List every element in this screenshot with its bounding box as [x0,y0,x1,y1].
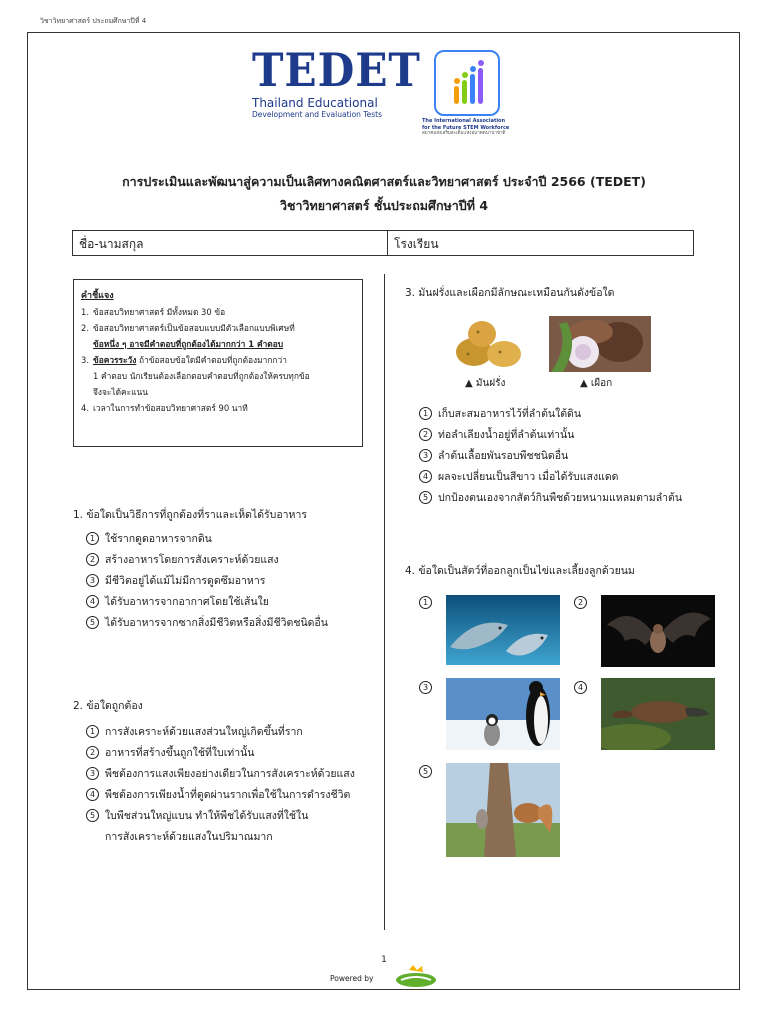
association-mark-icon [434,50,500,116]
question-1-text: 1. ข้อใดเป็นวิธีการที่ถูกต้องที่ราและเห็ดได้รับอาหาร [73,509,307,521]
instruction-text [93,352,310,400]
question-1-option-2[interactable] [86,549,386,570]
tedet-logo [252,43,421,138]
option-text: ได้รับอาหารจากอากาศโดยใช้เส้นใย [105,596,269,608]
question-4-option-4-marker[interactable]: 4 [574,681,587,694]
option-marker: 5 [419,491,432,504]
instruction-emphasis: ข้อควรระวัง [93,355,137,365]
question-3-option-1[interactable] [419,403,739,424]
instruction-text-part: 1 คำตอบ นักเรียนต้องเลือกตอบคำตอบที่ถูกต้องให้ครบทุกข้อ [93,371,310,381]
option-marker: 2 [419,428,432,441]
option-text: การสังเคราะห์ด้วยแสงในปริมาณมาก [105,831,273,843]
running-head: วิชาวิทยาศาสตร์ ประถมศึกษาปีที่ 4 [40,17,147,25]
question-1-option-4[interactable] [86,591,386,612]
question-1-option-5[interactable] [86,612,386,633]
tedet-logo-word: TEDET [252,43,421,97]
option-marker: 2 [86,553,99,566]
question-4-option-3-marker[interactable]: 3 [419,681,432,694]
instruction-number: 3. [81,355,89,365]
dolphin-image [446,595,560,665]
instruction-item [81,320,355,352]
association-name-thai: สมาคมส่งเสริมสะเต็มแห่งอนาคตนานาชาติ [422,131,506,136]
option-marker: 5 [86,616,99,629]
question-3-options [419,403,739,508]
instruction-number: 2. [81,323,89,333]
instruction-text-part: จึงจะได้คะแนน [93,387,149,397]
option-marker: 3 [86,767,99,780]
instruction-item [81,400,355,416]
potato-caption: ▲ มันฝรั่ง [465,378,506,389]
student-info-table [72,230,694,256]
option-marker: 3 [419,449,432,462]
bat-image [601,595,715,667]
option-marker: 5 [86,809,99,822]
option-marker: 2 [86,746,99,759]
instruction-emphasis: ข้อหนึ่ง ๆ อาจมีคำตอบที่ถูกต้องได้มากกว่า 1 คำตอบ [93,339,284,349]
question-1-option-3[interactable] [86,570,386,591]
option-marker: 1 [86,725,99,738]
question-2-option-1[interactable] [86,721,386,742]
instructions-box [73,279,363,447]
potato-image [448,314,528,370]
question-2-option-5[interactable] [86,805,386,826]
instruction-text: เวลาในการทำข้อสอบวิทยาศาสตร์ 90 นาที [93,403,248,413]
option-text: ใช้รากดูดอาหารจากดิน [105,533,212,545]
association-name [422,118,522,138]
association-name-line1: The International Association [422,118,506,124]
question-3-option-4[interactable] [419,466,739,487]
penguin-image [446,678,560,750]
association-name-line2: for the Future STEM Workforce [422,124,510,131]
question-3-option-5[interactable] [419,487,739,508]
option-text: ท่อลำเลียงน้ำอยู่ที่ลำต้นเท่านั้น [438,429,575,441]
question-2-text: 2. ข้อใดถูกต้อง [73,700,143,712]
instruction-text-part: ถ้าข้อสอบข้อใดมีคำตอบที่ถูกต้องมากกว่า [136,355,287,365]
option-marker: 4 [86,788,99,801]
instructions-title: คำชี้แจง [81,291,114,301]
taro-caption: ▲ เผือก [580,378,613,389]
platypus-image [601,678,715,750]
option-text: ผลจะเปลี่ยนเป็นสีขาว เมื่อได้รับแสงแดด [438,471,619,483]
option-text: สร้างอาหารโดยการสังเคราะห์ด้วยแสง [105,554,279,566]
instruction-text-part: ข้อสอบวิทยาศาสตร์เป็นข้อสอบแบบมีตัวเลือกแบบพิเศษที่ [93,323,295,333]
option-text: ใบพืชส่วนใหญ่แบน ทำให้พืชได้รับแสงที่ใช้ใน [105,810,309,822]
taro-image [549,316,651,372]
option-text: พืชต้องการแสงเพียงอย่างเดียวในการสังเคราะห์ด้วยแสง [105,768,355,780]
edupark-logo [395,964,437,988]
option-text: พืชต้องการเพียงน้ำที่ดูดผ่านรากเพื่อใช้ในการดำรงชีวิต [105,789,351,801]
question-4-option-2-marker[interactable]: 2 [574,596,587,609]
page-number: 1 [381,955,387,965]
question-2-option-4[interactable] [86,784,386,805]
question-2-options [86,721,386,847]
question-4-option-5-marker[interactable]: 5 [419,765,432,778]
question-2-option-3[interactable] [86,763,386,784]
school-field[interactable]: โรงเรียน [394,237,439,251]
option-marker: 4 [419,470,432,483]
exam-title: การประเมินและพัฒนาสู่ความเป็นเลิศทางคณิตศาสตร์และวิทยาศาสตร์ ประจำปี 2566 (TEDET) [122,174,646,189]
option-marker: 3 [86,574,99,587]
option-marker: 1 [419,407,432,420]
question-2-option-5-continued [86,826,386,847]
question-4-text: 4. ข้อใดเป็นสัตว์ที่ออกลูกเป็นไข่และเลี้ยงลูกด้วยนม [405,565,635,577]
tedet-logo-line1: Thailand Educational [252,96,378,110]
question-1-option-1[interactable] [86,528,386,549]
option-text: ลำต้นเลื้อยพันรอบพืชชนิดอื่น [438,450,569,462]
name-field[interactable]: ชื่อ-นามสกุล [73,231,388,255]
option-text: มีชีวิตอยู่ได้แม้ไม่มีการดูดซึมอาหาร [105,575,266,587]
option-text: ได้รับอาหารจากซากสิ่งมีชีวิตหรือสิ่งมีชีวิตชนิดอื่น [105,617,328,629]
question-3-text: 3. มันฝรั่งและเผือกมีลักษณะเหมือนกันดังข้อใด [405,287,615,299]
question-2-option-2[interactable] [86,742,386,763]
option-text: การสังเคราะห์ด้วยแสงส่วนใหญ่เกิดขึ้นที่ราก [105,726,303,738]
squirrel-image [446,763,560,857]
option-marker: 1 [86,532,99,545]
powered-by-text: Powered by [330,974,374,983]
option-text: อาหารที่สร้างขึ้นถูกใช้ที่ใบเท่านั้น [105,747,255,759]
option-text: ปกป้องตนเองจากสัตว์กินพืชด้วยหนามแหลมตามลำต้น [438,492,683,504]
question-3-option-2[interactable] [419,424,739,445]
instruction-item [81,304,355,320]
option-text: เก็บสะสมอาหารไว้ที่ลำต้นใต้ดิน [438,408,582,420]
question-1-options [86,528,386,633]
question-4-option-1-marker[interactable]: 1 [419,596,432,609]
association-logo [422,50,522,145]
option-marker: 4 [86,595,99,608]
question-3-option-3[interactable] [419,445,739,466]
instruction-item [81,352,355,400]
instruction-number: 1. [81,307,89,317]
instruction-number: 4. [81,403,89,413]
exam-subtitle: วิชาวิทยาศาสตร์ ชั้นประถมศึกษาปีที่ 4 [279,198,489,213]
tedet-logo-line2: Development and Evaluation Tests [252,110,383,119]
instruction-text [93,320,295,352]
instruction-text: ข้อสอบวิทยาศาสตร์ มีทั้งหมด 30 ข้อ [93,307,226,317]
